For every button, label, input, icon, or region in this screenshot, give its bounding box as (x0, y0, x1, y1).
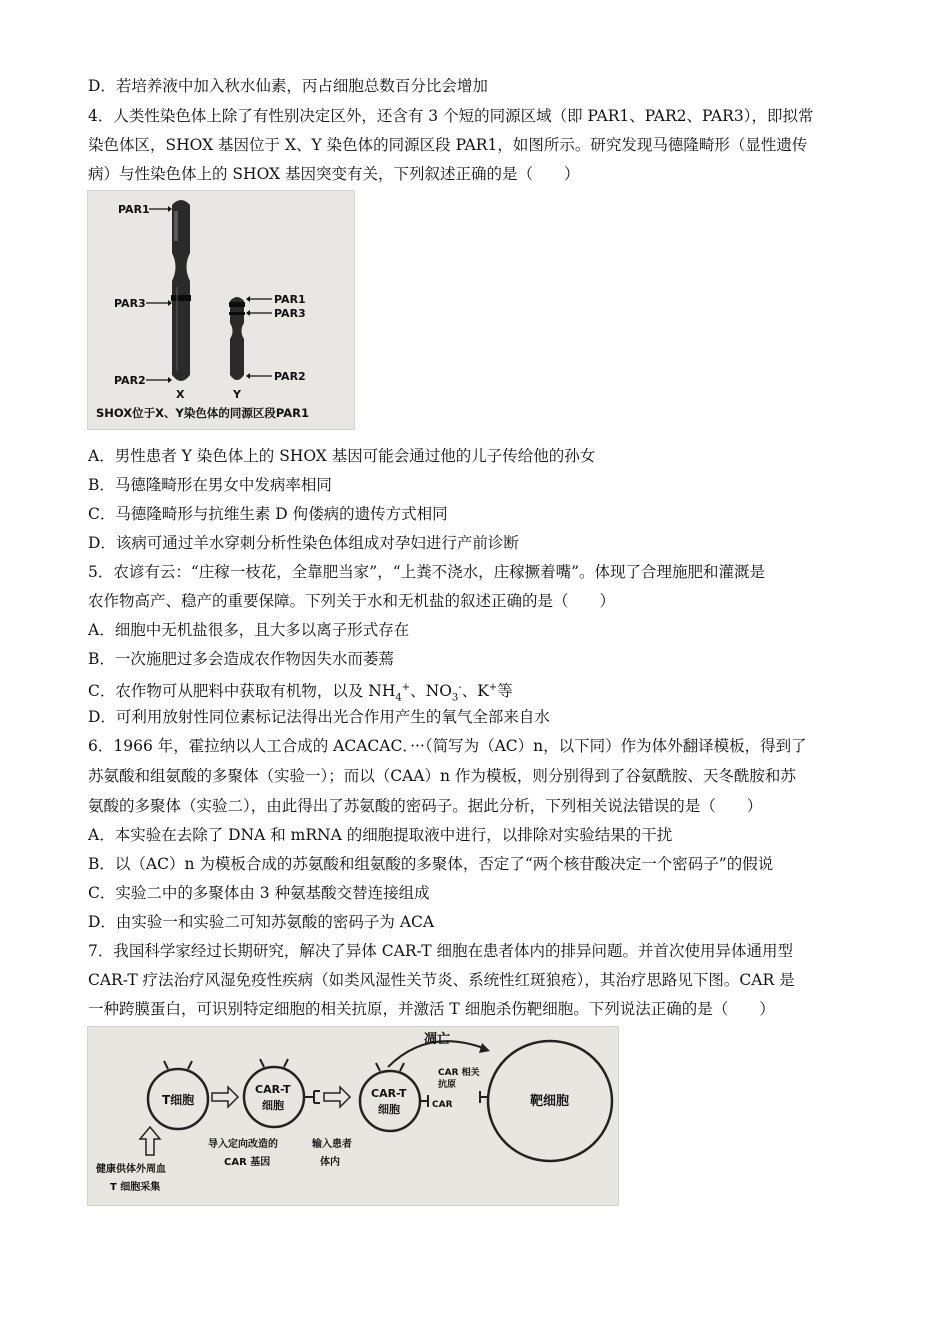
q6-stem-line-3: 氨酸的多聚体（实验二），由此得出了苏氨酸的密码子。据此分析，下列相关说法错误的是（ ） (88, 797, 763, 815)
t-cell (148, 1061, 208, 1129)
q4-option-c: C．马德隆畸形与抗维生素 D 佝偻病的遗传方式相同 (88, 505, 448, 523)
source-arrow (140, 1127, 160, 1155)
svg-text:T细胞: T细胞 (162, 1093, 195, 1107)
y-par1-label: PAR1 (274, 293, 306, 306)
q4-option-d: D．该病可通过羊水穿刺分析性染色体组成对孕妇进行产前诊断 (88, 534, 519, 552)
car-antigen-label-1: CAR 相关 (438, 1068, 480, 1078)
source-label-2: T 细胞采集 (110, 1182, 161, 1193)
y-label: Y (233, 388, 241, 401)
q4-stem-line-1: 4．人类性染色体上除了有性别决定区外，还含有 3 个短的同源区域（即 PAR1、PAR2、PAR3），即拟常 (88, 107, 814, 125)
y-par2-label: PAR2 (274, 370, 306, 383)
source-label-1: 健康供体外周血 (96, 1164, 166, 1175)
svg-text:靶细胞: 靶细胞 (530, 1094, 570, 1109)
x-chromosome (171, 200, 191, 381)
chromosome-figure (87, 190, 355, 430)
q4-option-b: B．马德隆畸形在男女中发病率相同 (88, 476, 332, 494)
q6-option-b: B．以（AC）n 为模板合成的苏氨酸和组氨酸的多聚体，否定了“两个核苷酸决定一个密码子”的假说 (88, 855, 774, 873)
q4-stem-line-3: 病）与性染色体上的 SHOX 基因突变有关，下列叙述正确的是（ ） (88, 165, 580, 183)
svg-text:细胞: 细胞 (378, 1103, 400, 1116)
q6-option-c: C．实验二中的多聚体由 3 种氨基酸交替连接组成 (88, 884, 430, 902)
q5-stem-line-2: 农作物高产、稳产的重要保障。下列关于水和无机盐的叙述正确的是（ ） (88, 592, 616, 610)
q5-option-a: A．细胞中无机盐很多，且大多以离子形式存在 (88, 621, 410, 639)
q7-stem-line-1: 7．我国科学家经过长期研究，解决了异体 CAR-T 细胞在患者体内的排异问题。并首次使用异体通用型 (88, 942, 793, 960)
x-par1-label: PAR1 (118, 203, 150, 216)
y-chromosome (229, 297, 245, 380)
apoptosis-label: 凋亡 (424, 1032, 451, 1047)
step2-label-1: 输入患者 (312, 1139, 352, 1150)
step2-label-2: 体内 (320, 1157, 340, 1168)
q5-stem-line-1: 5．农谚有云：“庄稼一枝花，全靠肥当家”，“上粪不浇水，庄稼撅着嘴”。体现了合理施肥和灌溉是 (88, 563, 766, 581)
car-antigen-label-2: 抗原 (438, 1080, 457, 1090)
car-t-figure (87, 1026, 619, 1206)
chromosome-diagram (88, 191, 354, 429)
q6-stem-line-2: 苏氨酸和组氨酸的多聚体（实验一）；而以（CAA）n 作为模板，则分别得到了谷氨酰胺、天冬酰胺和苏 (88, 767, 796, 785)
q4-stem-line-2: 染色体区，SHOX 基因位于 X、Y 染色体的同源区段 PAR1，如图所示。研究发现马德隆畸形（显性遗传 (88, 136, 808, 154)
car-t-cell-1 (244, 1059, 320, 1127)
svg-text:细胞: 细胞 (262, 1099, 284, 1112)
q7-stem-line-3: 一种跨膜蛋白，可识别特定细胞的相关抗原，并激活 T 细胞杀伤靶细胞。下列说法正确的是（ ） (88, 1000, 775, 1018)
q7-stem-line-2: CAR-T 疗法治疗风湿免疫性疾病（如类风湿性关节炎、系统性红斑狼疮），其治疗思路见下图。CAR 是 (88, 971, 795, 989)
q5-option-b: B．一次施肥过多会造成农作物因失水而萎蔫 (88, 650, 394, 668)
q6-option-a: A．本实验在去除了 DNA 和 mRNA 的细胞提取液中进行，以排除对实验结果的干扰 (88, 826, 673, 844)
arrow-1 (212, 1087, 238, 1107)
car-t-diagram (88, 1027, 618, 1205)
step1-label-1: 导入定向改造的 (208, 1139, 278, 1150)
q3-option-d: D．若培养液中加入秋水仙素，丙占细胞总数百分比会增加 (88, 77, 488, 95)
car-t-cell-2 (360, 1063, 428, 1131)
car-label: CAR (432, 1100, 453, 1110)
svg-text:CAR-T: CAR-T (371, 1087, 407, 1100)
svg-text:CAR-T: CAR-T (255, 1083, 291, 1096)
x-par2-label: PAR2 (114, 374, 146, 387)
x-label: X (176, 388, 185, 401)
q5-option-c: C．农作物可从肥料中获取有机物，以及 $NH_4^+$、$NO_3^-$、K+等 (88, 682, 513, 704)
x-par3-label: PAR3 (114, 297, 146, 310)
step1-label-2: CAR 基因 (224, 1157, 271, 1168)
q6-option-d: D．由实验一和实验二可知苏氨酸的密码子为 ACA (88, 913, 435, 931)
y-par3-label: PAR3 (274, 307, 306, 320)
q6-stem-line-1: 6．1966 年，霍拉纳以人工合成的 ACACAC．···（简写为（AC）n，以下同）作为体外翻译模板，得到了 (88, 737, 807, 755)
q4-option-a: A．男性患者 Y 染色体上的 SHOX 基因可能会通过他的儿子传给他的孙女 (88, 447, 596, 465)
figure-caption: SHOX位于X、Y染色体的同源区段PAR1 (96, 406, 309, 420)
q5-option-d: D．可利用放射性同位素标记法得出光合作用产生的氧气全部来自水 (88, 708, 550, 726)
target-cell (480, 1041, 612, 1161)
arrow-2 (324, 1087, 350, 1107)
